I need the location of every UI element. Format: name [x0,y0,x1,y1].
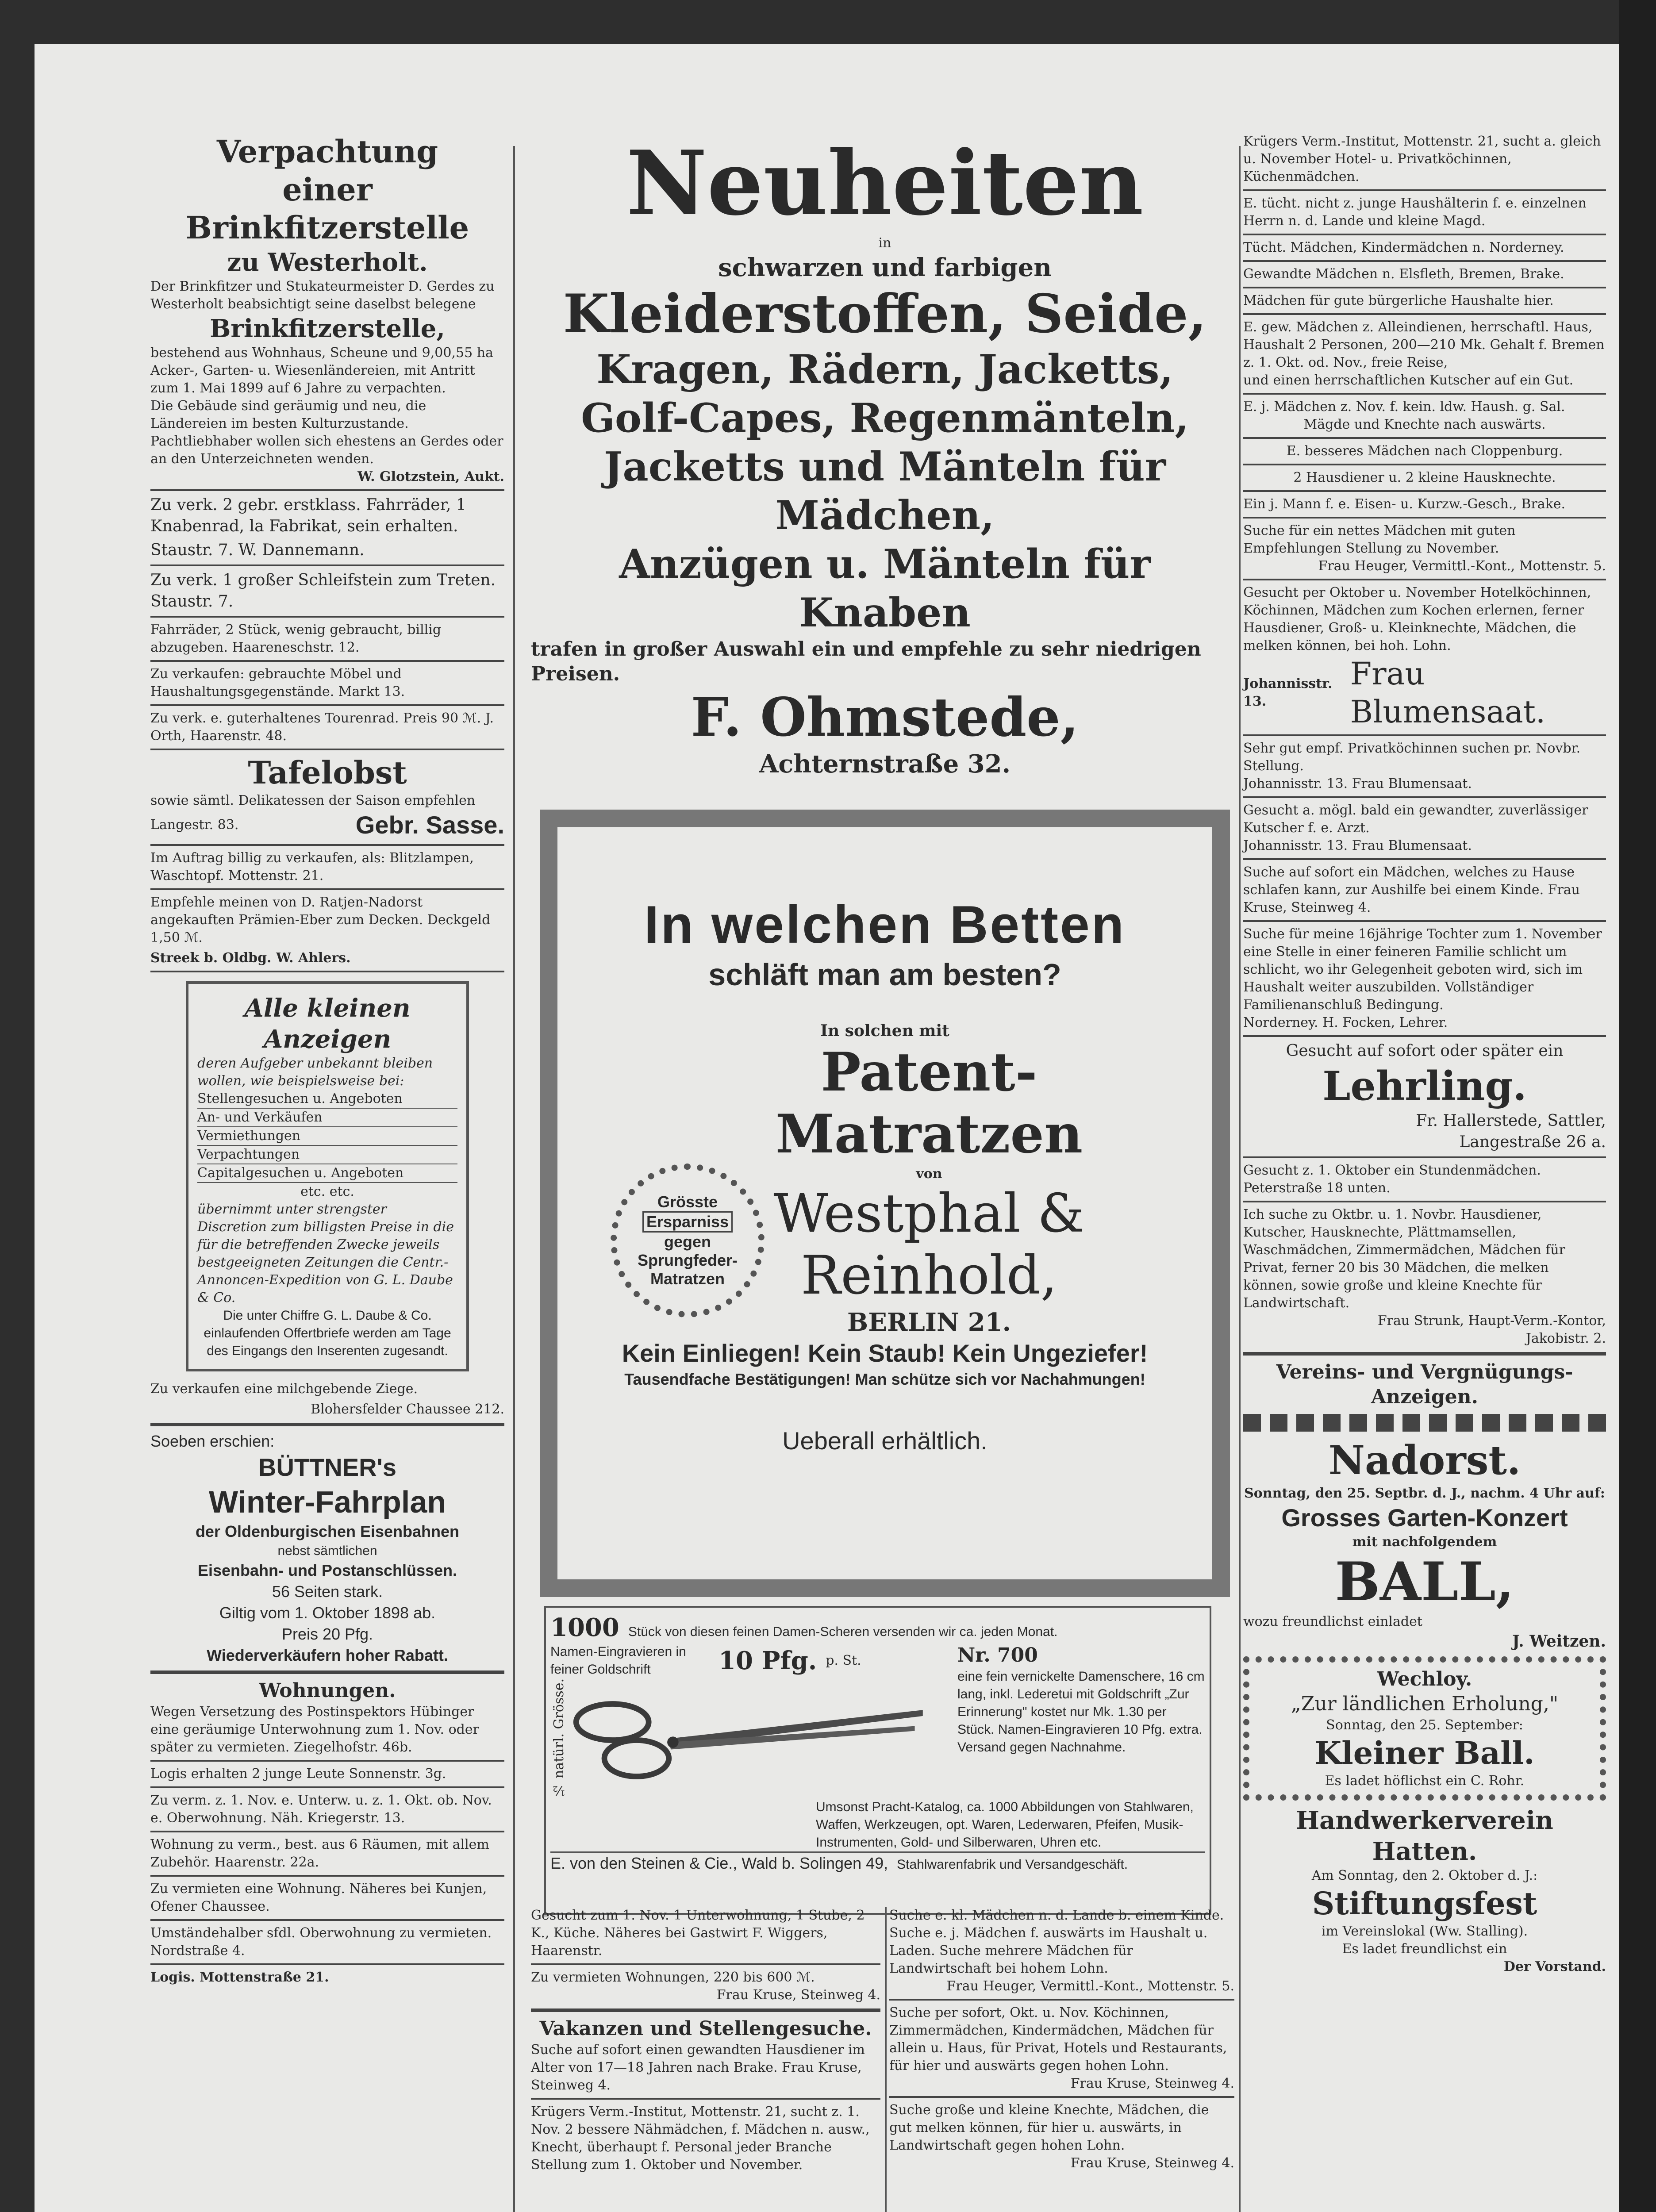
vakanzen-title: Vakanzen und Stellengesuche. [539,2017,872,2040]
vereins-title: Vereins- und Vergnügungs-Anzeigen. [1276,1361,1573,1408]
thick-divider [1243,1352,1606,1356]
nadorst-title: Nadorst. [1328,1437,1521,1484]
wohnungen-ad: Zu vermieten eine Wohnung. Näheres bei Kunjen, Ofener Chaussee. [150,1881,487,1914]
left-column [150,133,504,1986]
column-rule-right [1239,146,1241,2212]
nadorst-ball: BALL, [1335,1551,1514,1613]
scissors-icon [568,1681,931,1796]
stellen-ad: Ich suche zu Oktbr. u. 1. Novbr. Hausdiener, Kutscher, Hausknechte, Plättmamsellen, Waschmädchen, Zimmermädchen, Mädchen für Privat, ferner 20 bis 30 Mädchen, die melken können, sowie große und kleine Knechte für Landwirtschaft. [1243,1207,1565,1311]
wohnung-gesuch-ad: Gesucht zum 1. Nov. 1 Unterwohnung, 1 Stube, 2 K., Küche. Näheres bei Gastwirt F. Wiggers, Haarenstr. [531,1908,865,1959]
divider [150,704,504,706]
neuheiten-line: Jacketts und Mänteln für Mädchen, [603,443,1166,539]
handwerker-fest: Stiftungsfest [1312,1885,1537,1922]
classified-ad: Im Auftrag billig zu verkaufen, als: Blitzlampen, Waschtopf. Mottenstr. 21. [150,850,474,883]
stellen-ad: Ein j. Mann f. e. Eisen- u. Kurzw.-Gesch., Brake. [1243,496,1566,512]
divider [150,749,504,750]
badge-line: Sprungfeder- [637,1251,738,1269]
matratzen-ad-frame [540,810,1230,1597]
divider [1243,734,1606,736]
divider [1243,189,1606,191]
binding-spine [1619,0,1656,2212]
stellen-ad: Suche für meine 16jährige Tochter zum 1. November eine Stelle in einer feineren Familie schlicht um schlicht, wo ihr Gelegenheit geboten wird, sich im Haushalt weiter auszubilden. Vollständiger Familienanschluß Bedingung. [1243,926,1602,1013]
matratzen-slogan: Kein Einliegen! Kein Staub! Kein Ungeziefer! [622,1339,1148,1367]
right-column [1243,133,1606,1976]
scissors-per: p. St. [826,1653,861,1668]
divider [1243,1156,1606,1158]
stellen-ad: 2 Hausdiener u. 2 kleine Hausknechte. [1293,470,1556,485]
daube-ad-item: Capitalgesuchen u. Angeboten [197,1164,457,1183]
stellen-signature: Frau Heuger, Vermittl.-Kont., Mottenstr. 5. [1318,558,1606,574]
divider [1243,393,1606,395]
scissors-header: Stück von diesen feinen Damen-Scheren versenden wir ca. jeden Monat. [628,1624,1058,1639]
divider [1243,920,1606,922]
classified-ad: Zu verk. e. guterhaltenes Tourenrad. Preis 90 ℳ. J. Orth, Haarenstr. 48. [150,710,494,744]
stellen-ad: Krügers Verm.-Institut, Mottenstr. 21, sucht a. gleich u. November Hotel- u. Privatköchinnen, Küchenmädchen. [1243,134,1601,184]
stellen-ad: Suche per sofort, Okt. u. Nov. Köchinnen, Zimmermädchen, Kindermädchen, Mädchen für allein u. Haus, für Privat, Hotels und Restaurants, für hier und auswärts gegen hohen Lohn. [889,2005,1227,2074]
daube-ad-item: Stellengesuchen u. Angeboten [197,1090,457,1109]
scissors-catalog: Umsonst Pracht-Katalog, ca. 1000 Abbildungen von Stahlwaren, Waffen, Werkzeugen, opt. Waren, Lederwaren, Pfeifen, Musik-Instrumenten, Gold- und Silberwaren, Uhren etc. [816,1799,1194,1850]
thick-divider [150,1671,504,1674]
matratzen-footer: Tausendfache Bestätigungen! Man schütze sich vor Nachahmungen! [624,1370,1145,1388]
buettner-intro: Soeben erschien: [150,1432,275,1450]
buettner-subtitle-3: Eisenbahn- und Postanschlüssen. [197,1561,457,1579]
daube-ad-box [186,981,469,1371]
stellen-ad: Gesucht a. mögl. bald ein gewandter, zuverlässiger Kutscher f. e. Arzt. [1243,803,1588,836]
scissors-price: 10 Pfg. [718,1646,817,1675]
lehrling-address: Langestraße 26 a. [1459,1133,1606,1151]
divider [1243,437,1606,439]
divider [531,1963,880,1965]
verpachtung-subtitle: einer Brinkfitzerstelle [185,171,469,246]
daube-ad-item: Vermiethungen [197,1127,457,1146]
badge-line: gegen [664,1233,711,1251]
stellen-ad: Mägde und Knechte nach auswärts. [1303,417,1546,432]
ersparniss-badge [611,1164,765,1317]
buettner-subtitle-2: nebst sämtlichen [277,1544,377,1558]
scissors-count: 1000 [550,1613,619,1642]
handwerker-title: Handwerkerverein Hatten. [1296,1806,1553,1866]
badge-line: Ersparniss [642,1211,733,1233]
wohnungen-ad: Umständehalber sfdl. Oberwohnung zu vermieten. Nordstraße 4. [150,1925,492,1959]
scissors-firm: E. von den Steinen & Cie., Wald b. Solingen 49, [550,1854,888,1872]
scissors-engraving: Namen-Eingravieren in feiner Goldschrift [550,1644,686,1677]
divider [889,1999,1234,2001]
verpachtung-heading: Brinkfitzerstelle, [210,314,445,343]
stellen-ad: Gewandte Mädchen n. Elsfleth, Bremen, Brake. [1243,266,1564,282]
divider [150,971,504,972]
divider [150,1919,504,1921]
neuheiten-body: trafen in großer Auswahl ein und empfehle zu sehr niedrigen Preisen. [531,638,1201,685]
wechloy-name: „Zur ländlichen Erholung," [1291,1693,1559,1715]
handwerker-invite: Es ladet freundlichst ein [1342,1941,1507,1957]
nadorst-invite: wozu freundlichst einladet [1243,1614,1422,1629]
stellen-address: Johannisstr. 13. [1243,676,1333,709]
stellen-signature: Frau Kruse, Steinweg 4. [1070,2076,1234,2091]
wohnungen-ad: Logis. Mottenstraße 21. [150,1970,329,1985]
stellen-ad: Suche für ein nettes Mädchen mit guten Empfehlungen Stellung zu November. [1243,523,1516,556]
ornament-border [1243,1414,1606,1432]
divider [1243,490,1606,492]
wohnungen-ad: Logis erhalten 2 junge Leute Sonnenstr. 3g. [150,1766,446,1782]
handwerker-signature: Der Vorstand. [1503,1959,1606,1974]
ziege-ad-address: Blohersfelder Chaussee 212. [311,1402,504,1417]
classified-ad: Zu verk. 1 großer Schleifstein zum Treten. Staustr. 7. [150,571,496,611]
stellen-signature: Frau Strunk, Haupt-Verm.-Kontor, [1377,1313,1606,1329]
divider [150,565,504,566]
divider [150,844,504,846]
daube-ad-body: übernimmt unter strengster Discretion zum billigsten Preise in die für die betreffenden Zwecke jeweils bestgeeigneten Zeitungen die Centr.-Annoncen-Expedition von G. L. Daube & Co. [197,1202,454,1306]
vakanzen-ad: Krügers Verm.-Institut, Mottenstr. 21, sucht z. 1. Nov. 2 bessere Nähmädchen, f. Mädchen n. ausw., Knecht, überhaupt f. Personal jeder Branche Stellung zum 1. Oktober und November. [531,2104,870,2173]
stellen-ad: Suche e. kl. Mädchen n. d. Lande b. einem Kinde. Suche e. j. Mädchen f. auswärts im Haushalt u. Laden. Suche mehrere Mädchen für Landwirtschaft bei hohem Lohn. [889,1908,1224,1976]
neuheiten-title: Neuheiten [626,131,1144,235]
wohnungen-ad: Wegen Versetzung des Postinspektors Hübinger eine geräumige Unterwohnung zum 1. Nov. oder später zu vermieten. Ziegelhofstr. 46b. [150,1704,479,1755]
center-split-rule [885,1907,887,2212]
divider [889,2096,1234,2098]
neuheiten-address: Achternstraße 32. [759,749,1011,779]
tafelobst-signature: Gebr. Sasse. [355,811,504,839]
divider [150,1963,504,1965]
thick-divider [150,1423,504,1426]
vakanzen-ad: Suche auf sofort einen gewandten Hausdiener im Alter von 17—18 Jahren nach Brake. Frau Kruse, Steinweg 4. [531,2042,865,2093]
divider [150,1875,504,1877]
daube-ad-item: etc. etc. [300,1184,354,1199]
matratzen-in: In solchen mit [820,1022,949,1040]
wechloy-box [1243,1656,1606,1801]
tafelobst-body: sowie sämtl. Delikatessen der Saison empfehlen [150,793,476,808]
scissors-ad-box [544,1606,1211,1915]
verpachtung-details-2: Die Gebäude sind geräumig und neu, die Ländereien im besten Kulturzustande. [150,398,426,431]
nadorst-concert: Grosses Garten-Konzert [1281,1504,1568,1532]
nadorst-mit: mit nachfolgendem [1352,1534,1497,1550]
neuheiten-in: in [878,235,891,251]
divider [150,1786,504,1788]
buettner-name: BÜTTNER's [258,1453,396,1481]
verpachtung-details-3: Pachtliebhaber wollen sich ehestens an Gerdes oder an den Unterzeichneten wenden. [150,434,503,467]
center-left-ads [531,1907,880,2174]
neuheiten-line: Golf-Capes, Regenmänteln, [581,395,1189,442]
daube-ad-note: Die unter Chiffre G. L. Daube & Co. einlaufenden Offertbriefe werden am Tage des Eingangs den Inserenten zugesandt. [204,1308,451,1358]
classified-ad: Fahrräder, 2 Stück, wenig gebraucht, billig abzugeben. Haareneschstr. 12. [150,622,442,655]
lehrling-signature: Fr. Hallerstede, Sattler, [1416,1112,1606,1130]
badge-line: Matratzen [650,1270,725,1288]
tafelobst-address: Langestr. 83. [150,817,239,833]
divider [531,2098,880,2100]
divider [1243,517,1606,518]
handwerker-date: Am Sonntag, den 2. Oktober d. J.: [1311,1868,1538,1883]
stellen-ad: Tücht. Mädchen, Kindermädchen n. Norderney. [1243,240,1564,255]
divider [150,489,504,491]
divider [1243,313,1606,315]
divider [150,1831,504,1832]
classified-ad: Empfehle meinen von D. Ratjen-Nadorst angekauften Prämien-Eber zum Decken. Deckgeld 1,50 ℳ. [150,895,491,945]
neuheiten-firm: F. Ohmstede, [691,686,1079,749]
verpachtung-location: zu Westerholt. [227,248,428,277]
stellen-ad: Suche große und kleine Knechte, Mädchen, die gut melken können, für hier u. auswärts, in Landwirtschaft gegen hohen Lohn. [889,2102,1209,2153]
wohnung-vermieten-signature: Frau Kruse, Steinweg 4. [716,1987,880,2003]
wechloy-title: Wechloy. [1377,1668,1472,1690]
neuheiten-line: schwarzen und farbigen [718,253,1052,282]
stellen-address: Jakobistr. 2. [1525,1331,1606,1346]
blumensaat-signature: Frau Blumensaat. [1350,656,1546,730]
divider [1243,287,1606,288]
matratzen-availability: Ueberall erhältlich. [782,1427,987,1455]
neuheiten-line: Anzügen u. Mänteln für Knaben [619,541,1151,636]
stellen-ad: E. gew. Mädchen z. Alleindienen, herrschaftl. Haus, Haushalt 2 Personen, 200—210 Mk. Gehalt f. Bremen z. 1. Okt. od. Nov., freie Reise, [1243,319,1605,370]
stellen-ad: Gesucht per Oktober u. November Hotelköchinnen, Köchinnen, Mädchen zum Kochen erlernen, ferner Hausdiener, Groß- u. Kleinknechte, Mädchen, die melken können, bei hoh. Lohn. [1243,585,1591,653]
buettner-subtitle: der Oldenburgischen Eisenbahnen [195,1522,460,1540]
divider [150,888,504,890]
wechloy-ball: Kleiner Ball. [1314,1735,1535,1771]
lehrling-title: Lehrling. [1322,1063,1527,1110]
divider [1243,579,1606,580]
divider [1243,1201,1606,1202]
scissors-description: eine fein vernickelte Damenschere, 16 cm lang, inkl. Lederetui mit Goldschrift „Zur Erinnerung" kostet nur Mk. 1.30 per Stück. Namen-Eingravieren 10 Pfg. extra. Versand gegen Nachnahme. [957,1669,1205,1755]
daube-ad-item: Verpachtungen [197,1146,457,1164]
matratzen-city: BERLIN 21. [847,1308,1011,1337]
classified-ad-address: Streek b. Oldbg. W. Ahlers. [150,950,351,966]
matratzen-brand-2: Matratzen [775,1103,1083,1165]
stellen-ad: E. j. Mädchen z. Nov. f. kein. ldw. Haush. g. Sal. [1243,399,1565,415]
stellen-ad: Gesucht z. 1. Oktober ein Stundenmädchen. Peterstraße 18 unten. [1243,1163,1541,1196]
classified-ad: Zu verkaufen: gebrauchte Möbel und Haushaltungsgegenstände. Markt 13. [150,666,405,699]
buettner-title: Winter-Fahrplan [208,1485,446,1519]
stellen-signature: Frau Kruse, Steinweg 4. [1070,2155,1234,2171]
stellen-signature: Norderney. H. Focken, Lehrer. [1243,1015,1448,1030]
classified-ad-address: Staustr. 7. W. Dannemann. [150,541,365,559]
stellen-ad: und einen herrschaftlichen Kutscher auf ein Gut. [1243,373,1574,388]
scissors-model: Nr. 700 [957,1644,1038,1667]
nadorst-signature: J. Weitzen. [1512,1632,1606,1651]
neuheiten-line: Kragen, Rädern, Jacketts, [596,346,1173,393]
divider [1243,1035,1606,1037]
matratzen-headline: In welchen Betten [644,895,1126,954]
verpachtung-details: bestehend aus Wohnhaus, Scheune und 9,00,55 ha Acker-, Garten- u. Wiesenländereien, mit Antritt zum 1. Mai 1899 auf 6 Jahre zu verpachten. [150,345,493,396]
nadorst-date: Sonntag, den 25. Septbr. d. J., nachm. 4 Uhr auf: [1244,1486,1605,1501]
scissors-scale-note: ½ natürl. Grösse. [551,1678,567,1798]
stellen-signature: Johannisstr. 13. Frau Blumensaat. [1243,838,1472,853]
divider [1243,234,1606,235]
ziege-ad: Zu verkaufen eine milchgebende Ziege. [150,1381,418,1397]
wohnungen-ad: Zu verm. z. 1. Nov. e. Unterw. u. z. 1. Okt. ob. Nov. e. Oberwohnung. Näh. Kriegerstr. 13. [150,1793,492,1826]
stellen-signature: Johannisstr. 13. Frau Blumensaat. [1243,776,1472,791]
buettner-price: Preis 20 Pfg. [281,1625,373,1643]
stellen-ad: Sehr gut empf. Privatköchinnen suchen pr. Novbr. Stellung. [1243,741,1581,774]
daube-ad-intro: deren Aufgeber unbekannt bleiben wollen, wie beispielsweise bei: [197,1056,433,1089]
wechloy-date: Sonntag, den 25. September: [1326,1717,1523,1733]
handwerker-location: im Vereinslokal (Ww. Stalling). [1321,1924,1528,1939]
matratzen-subheadline: schläft man am besten? [708,957,1061,992]
neuheiten-line: Kleiderstoffen, Seide, [563,283,1207,345]
center-right-ads [889,1907,1234,2172]
stellen-ad: E. tücht. nicht z. junge Haushälterin f. e. einzelnen Herrn n. d. Lande und kleine Magd. [1243,196,1587,229]
buettner-rebate: Wiederverkäufern hoher Rabatt. [207,1646,448,1664]
tafelobst-title: Tafelobst [248,754,407,791]
divider [150,616,504,618]
buettner-valid: Giltig vom 1. Oktober 1898 ab. [219,1604,436,1622]
wohnungen-title: Wohnungen. [259,1679,396,1702]
matratzen-firm: Westphal & Reinhold, [773,1183,1085,1306]
stellen-ad: E. besseres Mädchen nach Cloppenburg. [1286,443,1563,459]
daube-ad-item: An- und Verkäufen [197,1109,457,1127]
buettner-pages: 56 Seiten stark. [272,1582,383,1601]
verpachtung-signature: W. Glotzstein, Aukt. [357,469,504,484]
daube-ad-title: Alle kleinen Anzeigen [244,994,411,1054]
divider [150,660,504,662]
badge-line: Grösste [657,1193,718,1211]
wohnung-vermieten-ad: Zu vermieten Wohnungen, 220 bis 600 ℳ. [531,1970,815,1985]
matratzen-brand: Patent- [821,1041,1037,1103]
stellen-signature: Frau Heuger, Vermittl.-Kont., Mottenstr. 5. [946,1978,1234,1994]
thick-divider [531,2008,880,2012]
divider [150,1760,504,1762]
classified-ad: Zu verk. 2 gebr. erstklass. Fahrräder, 1 Knabenrad, la Fabrikat, sein erhalten. [150,496,466,535]
divider [1243,796,1606,798]
lehrling-intro: Gesucht auf sofort oder später ein [1286,1042,1564,1060]
center-column [531,133,1239,780]
stellen-ad: Suche auf sofort ein Mädchen, welches zu Hause schlafen kann, zur Aushilfe bei einem Kinde. Frau Kruse, Steinweg 4. [1243,864,1580,915]
column-rule-left [513,146,515,2212]
matratzen-von: von [916,1166,942,1182]
divider [1243,464,1606,465]
verpachtung-body: Der Brinkfitzer und Stukateurmeister D. Gerdes zu Westerholt beabsichtigt seine daselbst belegene [150,279,495,312]
verpachtung-title: Verpachtung [216,133,438,170]
wechloy-signature: Es ladet höflichst ein C. Rohr. [1325,1773,1525,1789]
divider [1243,260,1606,262]
stellen-ad: Mädchen für gute bürgerliche Haushalte hier. [1243,293,1554,308]
scissors-firm-type: Stahlwarenfabrik und Versandgeschäft. [897,1857,1128,1872]
divider [1243,858,1606,860]
wohnungen-ad: Wohnung zu verm., best. aus 6 Räumen, mit allem Zubehör. Haarenstr. 22a. [150,1837,489,1870]
